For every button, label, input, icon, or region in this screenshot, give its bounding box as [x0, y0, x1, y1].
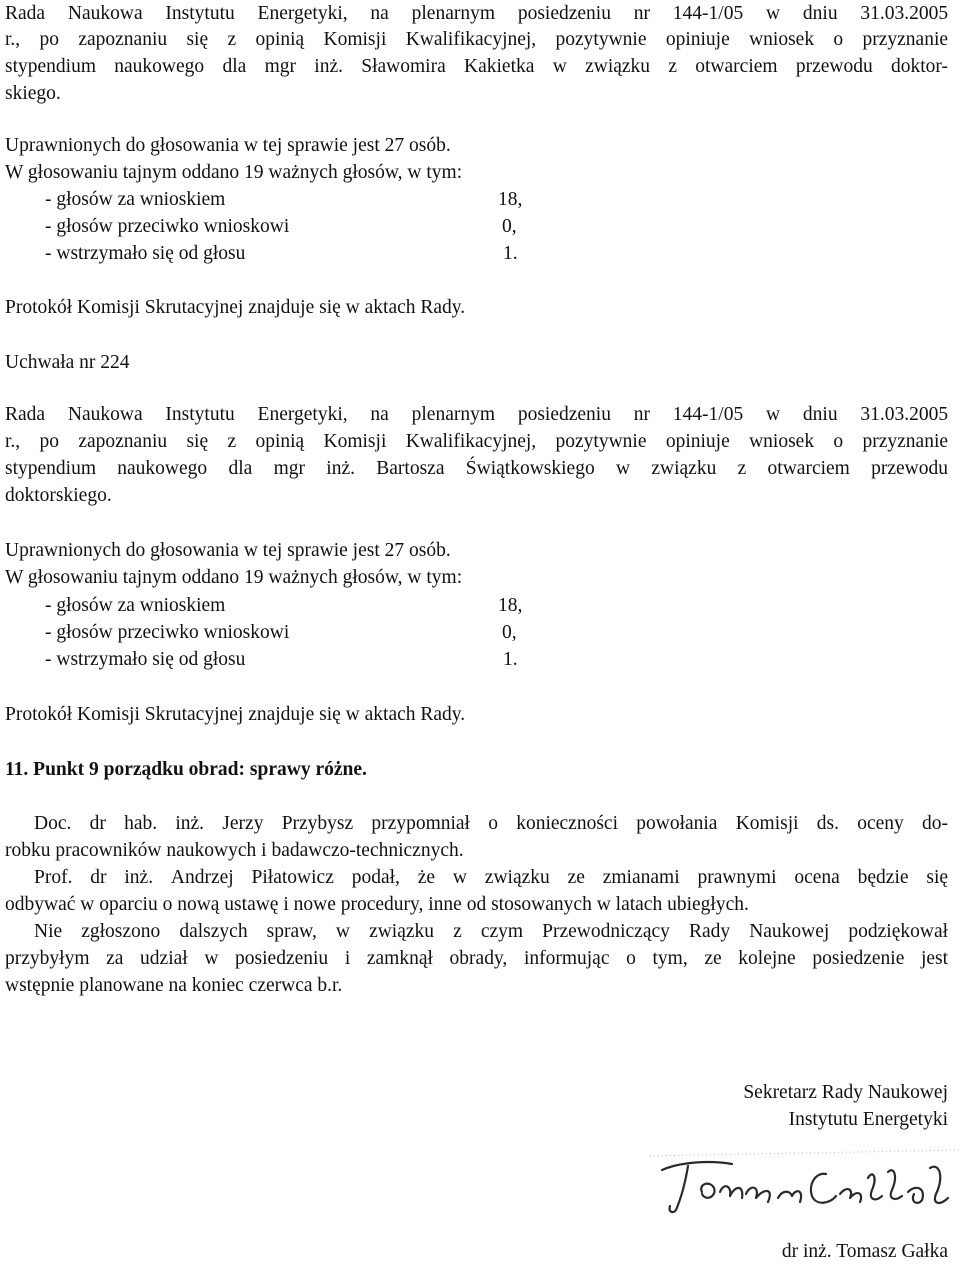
block2-protocol-text: Protokół Komisji Skrutacyjnej znajduje się w aktach Rady.	[5, 704, 466, 725]
handwritten-signature-image	[640, 1148, 960, 1218]
block1-eligible-text: Uprawnionych do głosowania w tej sprawie jest 27 osób.	[5, 135, 451, 156]
block2-vote-abstain-value: 1.	[503, 649, 518, 670]
section-para-2-line-1: Prof. dr inż. Andrzej Piłatowicz podał, że w związku ze zmianami prawnymi ocena będzie się	[34, 867, 949, 888]
section-para-3-line-3: wstępnie planowane na koniec czerwca b.r.	[5, 975, 343, 996]
block1-para-line-1: Rada Naukowa Instytutu Energetyki, na plenarnym posiedzeniu nr 144-1/05 w dniu 31.03.2005	[5, 3, 949, 24]
section-para-1-line-2: robku pracowników naukowych i badawczo-technicznych.	[5, 840, 464, 861]
block2-vote-for-label: - głosów za wnioskiem	[45, 595, 226, 616]
block2-vote-for-value: 18,	[498, 595, 523, 616]
section-para-3-line-1: Nie zgłoszono dalszych spraw, w związku z czym Przewodniczący Rady Naukowej podziękował	[34, 921, 949, 942]
block1-vote-against-value: 0,	[502, 216, 517, 237]
section-para-1-line-1: Doc. dr hab. inż. Jerzy Przybysz przypomniał o konieczności powołania Komisji ds. oceny do-	[34, 813, 949, 834]
block1-para-line-3: stypendium naukowego dla mgr inż. Sławomira Kakietka w związku z otwarciem przewodu doktor-	[5, 56, 949, 77]
section-para-2-line-2: odbywać w oparciu o nową ustawę i nowe procedury, inne od stosowanych w latach ubiegłych.	[5, 894, 749, 915]
block1-vote-for-label: - głosów za wnioskiem	[45, 189, 226, 210]
block2-para-line-4: doktorskiego.	[5, 485, 112, 506]
block1-vote-intro: W głosowaniu tajnym oddano 19 ważnych głosów, w tym:	[5, 162, 463, 183]
block2-para-line-2: r., po zapoznaniu się z opinią Komisji Kwalifikacyjnej, pozytywnie opiniuje wniosek o przyznanie	[5, 431, 949, 452]
block1-vote-against-label: - głosów przeciwko wnioskowi	[45, 216, 290, 237]
block2-para-line-3: stypendium naukowego dla mgr inż. Bartosza Świątkowskiego w związku z otwarciem przewodu	[5, 458, 949, 479]
section-para-3-line-2: przybyłym za udział w posiedzeniu i zamknął obrady, informując o tym, ze kolejne posiedzenie jest	[5, 948, 949, 969]
block2-eligible-text: Uprawnionych do głosowania w tej sprawie jest 27 osób.	[5, 540, 451, 561]
block2-vote-against-value: 0,	[502, 622, 517, 643]
block1-protocol-text: Protokół Komisji Skrutacyjnej znajduje się w aktach Rady.	[5, 297, 466, 318]
block1-para-line-4: skiego.	[5, 83, 61, 104]
resolution-heading: Uchwała nr 224	[5, 352, 130, 373]
signatory-title-line-2: Instytutu Energetyki	[788, 1109, 948, 1130]
block1-vote-for-value: 18,	[498, 189, 523, 210]
block2-para-line-1: Rada Naukowa Instytutu Energetyki, na plenarnym posiedzeniu nr 144-1/05 w dniu 31.03.2005	[5, 404, 949, 425]
block2-vote-intro: W głosowaniu tajnym oddano 19 ważnych głosów, w tym:	[5, 567, 463, 588]
block2-vote-abstain-label: - wstrzymało się od głosu	[45, 649, 246, 670]
block1-para-line-2: r., po zapoznaniu się z opinią Komisji Kwalifikacyjnej, pozytywnie opiniuje wniosek o przyznanie	[5, 29, 949, 50]
block1-vote-abstain-value: 1.	[503, 243, 518, 264]
block1-vote-abstain-label: - wstrzymało się od głosu	[45, 243, 246, 264]
block2-vote-against-label: - głosów przeciwko wnioskowi	[45, 622, 290, 643]
signatory-name: dr inż. Tomasz Gałka	[781, 1241, 948, 1262]
section-heading: 11. Punkt 9 porządku obrad: sprawy różne.	[5, 759, 367, 780]
signatory-title-line-1: Sekretarz Rady Naukowej	[743, 1082, 948, 1103]
